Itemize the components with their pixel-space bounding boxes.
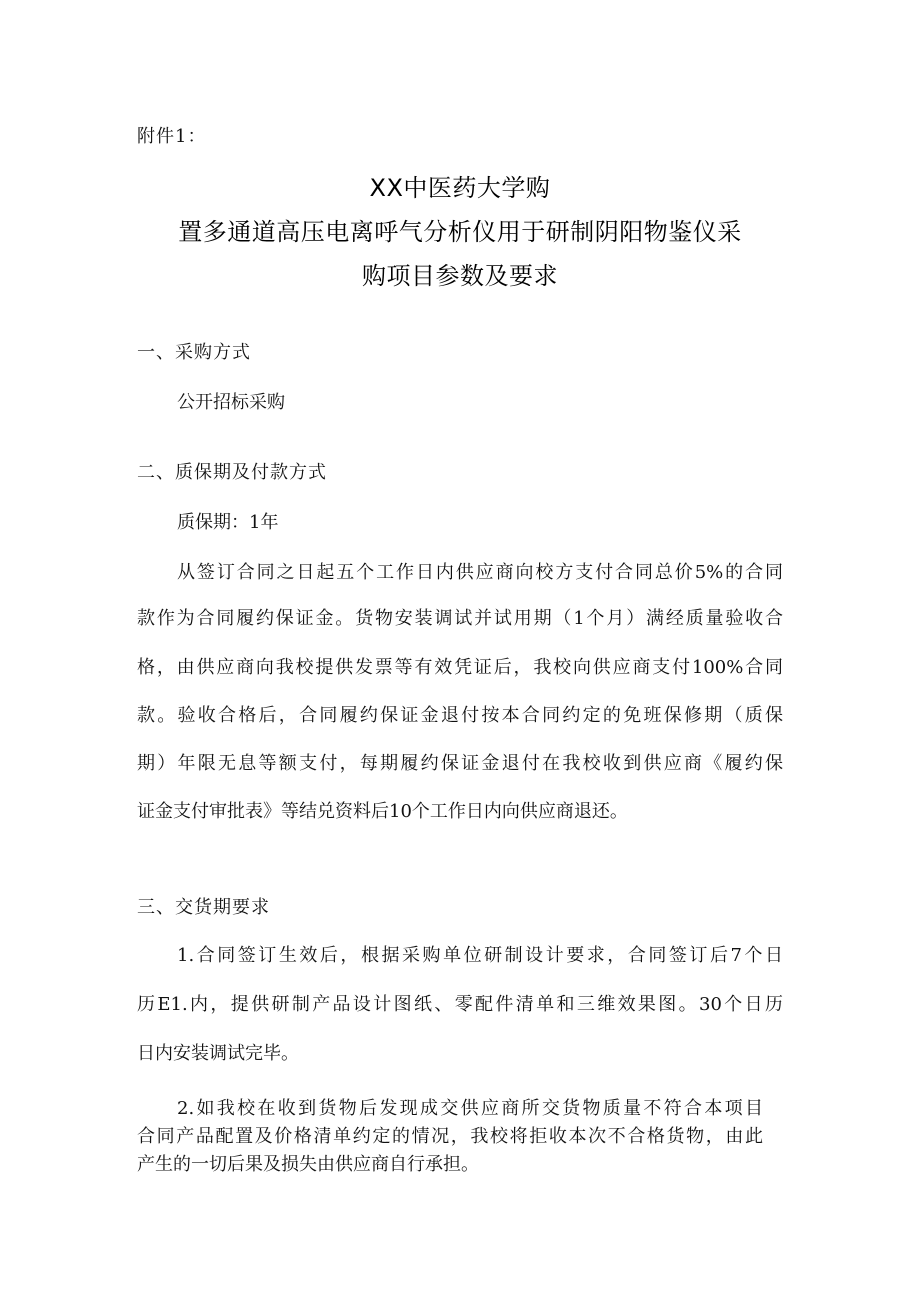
- delivery-item-2-line-1: 2.如我校在收到货物后发现成交供应商所交货物质量不符合本项目: [177, 1098, 763, 1119]
- delivery-item-1-line-1: 1.合同签订生效后，根据采购单位研制设计要求，合同签订后7个日: [177, 945, 783, 966]
- title-line-3: 购项目参数及要求: [362, 262, 558, 290]
- delivery-item-2-line-2: 合同产品配置及价格清单约定的情况，我校将拒收本次不合格货物，由此: [137, 1126, 763, 1147]
- payment-line-5: 期）年限无息等额支付，每期履约保证金退付在我校收到供应商《履约保: [137, 753, 783, 774]
- title-line-1: XX中医药大学购: [369, 174, 551, 202]
- warranty-text: 质保期：1年: [177, 512, 279, 533]
- section-2-heading: 二、质保期及付款方式: [137, 462, 327, 483]
- annex-label: 附件1：: [137, 126, 207, 147]
- section-1-heading: 一、采购方式: [137, 342, 251, 363]
- payment-line-2: 款作为合同履约保证金。货物安装调试并试用期（1个月）满经质量验收合: [137, 608, 783, 629]
- title-line-2: 置多通道高压电离呼气分析仪用于研制阴阳物鉴仪采: [178, 218, 742, 246]
- payment-line-4: 款。验收合格后，合同履约保证金退付按本合同约定的免班保修期（质保: [137, 705, 783, 726]
- delivery-item-1-line-2: 历E1.内，提供研制产品设计图纸、零配件清单和三维效果图。30个日历: [137, 994, 783, 1015]
- section-1-content: 公开招标采购: [177, 392, 285, 413]
- payment-line-3: 格，由供应商向我校提供发票等有效凭证后，我校向供应商支付100%合同: [137, 657, 783, 678]
- delivery-item-1-line-3: 日内安装调试完毕。: [137, 1043, 299, 1064]
- payment-line-1: 从签订合同之日起五个工作日内供应商向校方支付合同总价5%的合同: [177, 562, 783, 583]
- delivery-item-2-line-3: 产生的一切后果及损失由供应商自行承担。: [137, 1154, 479, 1175]
- section-3-heading: 三、交货期要求: [137, 897, 270, 918]
- payment-line-6: 证金支付审批表》等结兑资料后10个工作日内向供应商退还。: [137, 801, 628, 822]
